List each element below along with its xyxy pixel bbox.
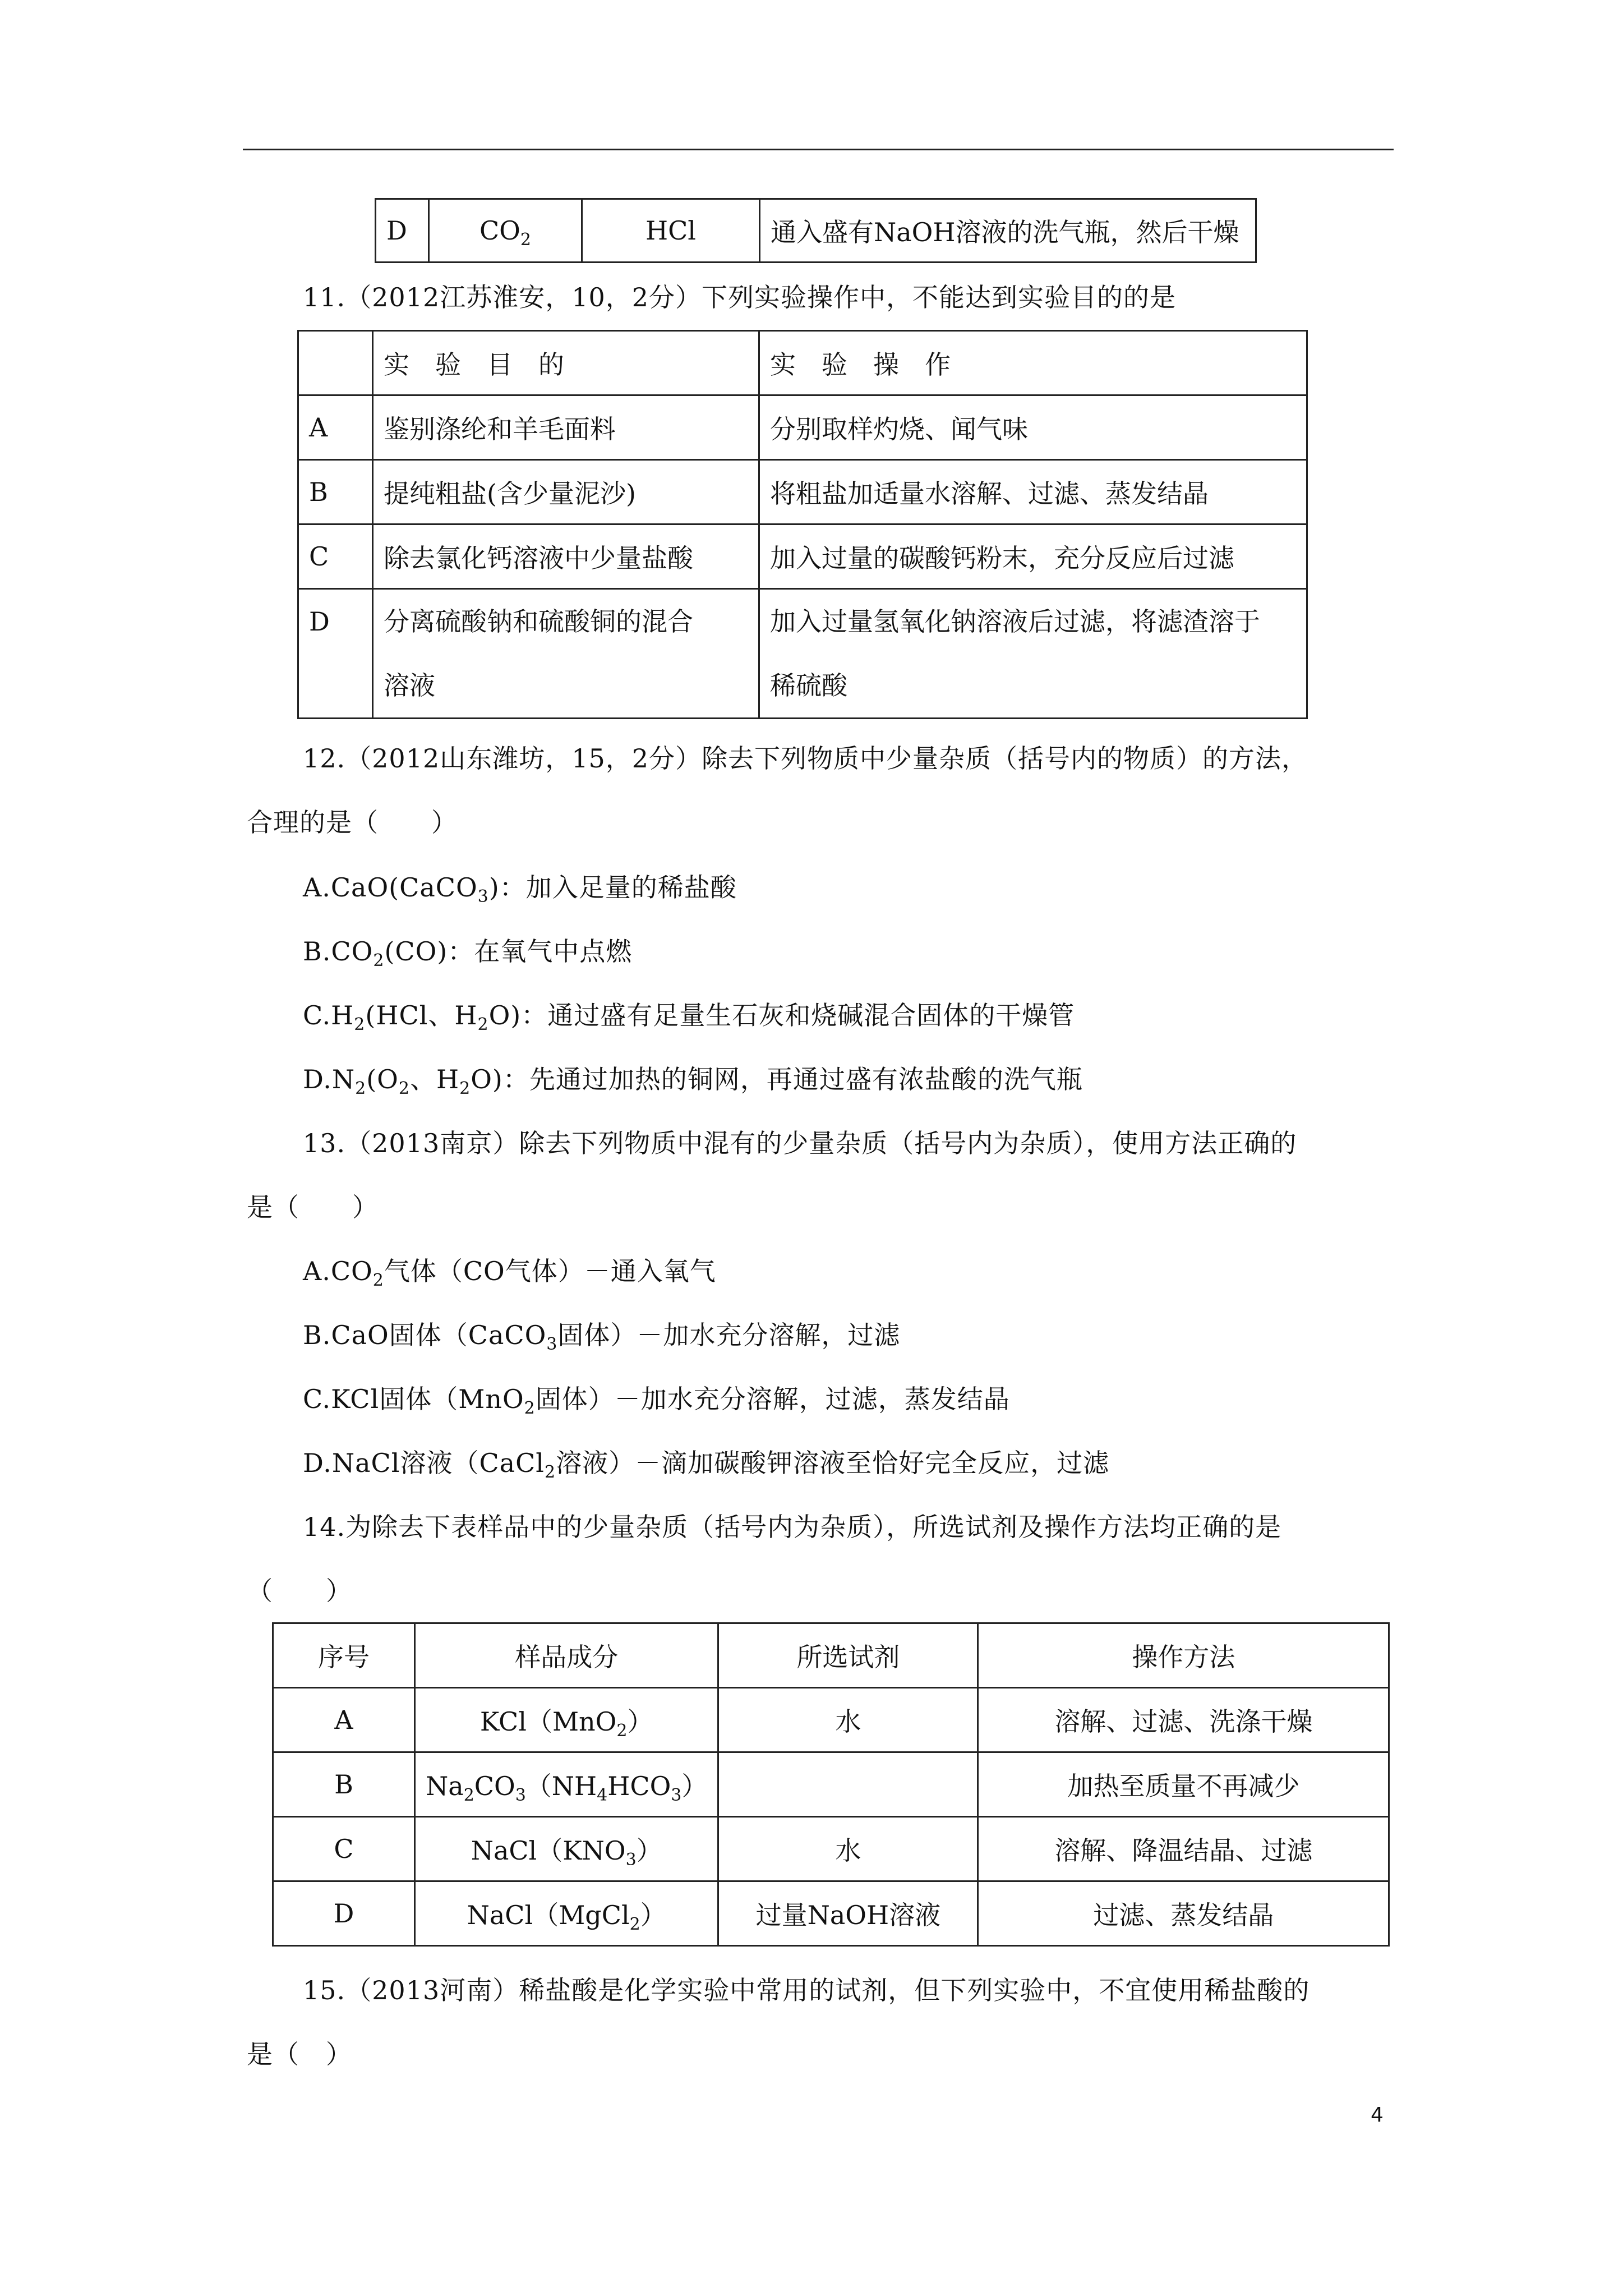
table-row xyxy=(298,395,1307,460)
table-cell: D xyxy=(376,199,429,263)
table-cell: B xyxy=(273,1752,415,1817)
table-cell: 加入过量的碳酸钙粉末，充分反应后过滤 xyxy=(759,524,1307,589)
table-header-cell: 样品成分 xyxy=(415,1623,718,1688)
question-13-stem-cont: 是（ ） xyxy=(247,1192,379,1222)
table-cell: 过量NaOH溶液 xyxy=(718,1881,978,1946)
table-cell: C xyxy=(273,1817,415,1881)
table-cell xyxy=(718,1752,978,1817)
question-12-stem: 12.（2012山东潍坊，15，2分）除去下列物质中少量杂质（括号内的物质）的方法， xyxy=(303,743,1308,774)
header-rule xyxy=(243,149,1394,150)
question-12-option-b: $B.CO_2(CO)$：在氧气中点燃 xyxy=(303,936,633,970)
table-cell: $NaCl(KNO_3)$ xyxy=(415,1817,718,1881)
table-row xyxy=(273,1688,1389,1752)
question-11-stem: 11.（2012江苏淮安，10，2分）下列实验操作中，不能达到实验目的的是 xyxy=(303,282,1177,312)
table-cell: 加热至质量不再减少 xyxy=(978,1752,1389,1817)
table-cell: 分别取样灼烧、闻气味 xyxy=(759,395,1307,460)
table-cell: 加入过量氢氧化钠溶液后过滤，将滤渣溶于 稀硫酸 xyxy=(759,589,1307,719)
table-cell: NaCl（MgCl$_2$） xyxy=(415,1881,718,1946)
table-cell: 过滤、蒸发结晶 xyxy=(978,1881,1389,1946)
table-cell: 溶解、过滤、洗涤干燥 xyxy=(978,1688,1389,1752)
table-header-cell: 序号 xyxy=(273,1623,415,1688)
table-cell: 水 xyxy=(718,1817,978,1881)
table-row xyxy=(273,1881,1389,1946)
table-row xyxy=(298,524,1307,589)
table-cell: D xyxy=(298,589,373,719)
question-13-stem: 13.（2013南京）除去下列物质中混有的少量杂质（括号内为杂质），使用方法正确的 xyxy=(303,1128,1297,1158)
table-cell: 水 xyxy=(718,1688,978,1752)
table-cell: $CO_2$ xyxy=(429,199,582,263)
table-row xyxy=(273,1817,1389,1881)
question-13-option-b: B.CaO固体（CaCO$_3$固体）－加水充分溶解，过滤 xyxy=(303,1320,901,1354)
table-row xyxy=(376,199,1256,263)
table-row xyxy=(298,589,1307,719)
q11-table xyxy=(297,330,1308,719)
table-header-cell: 操作方法 xyxy=(978,1623,1389,1688)
question-14-stem-cont: （ ） xyxy=(247,1576,352,1606)
page-number: 4 xyxy=(1371,2104,1384,2127)
table-row xyxy=(298,460,1307,524)
table-header-cell xyxy=(298,331,373,395)
table-cell: 除去氯化钙溶液中少量盐酸 xyxy=(373,524,759,589)
table-cell: KCl（MnO$_2$） xyxy=(415,1688,718,1752)
table-cell: C xyxy=(298,524,373,589)
table-row xyxy=(298,331,1307,395)
table-header-cell: 所选试剂 xyxy=(718,1623,978,1688)
table-cell: HCl xyxy=(582,199,760,263)
table-cell: 通入盛有NaOH溶液的洗气瓶，然后干燥 xyxy=(760,199,1256,263)
question-15-stem-cont: 是（ ） xyxy=(247,2039,352,2069)
table-cell: A xyxy=(298,395,373,460)
question-13-option-c: C.KCl固体（MnO$_2$固体）－加水充分溶解，过滤，蒸发结晶 xyxy=(303,1384,1010,1418)
table-row xyxy=(273,1623,1389,1688)
carryover-table xyxy=(375,198,1257,263)
table-cell: 将粗盐加适量水溶解、过滤、蒸发结晶 xyxy=(759,460,1307,524)
table-cell: A xyxy=(273,1688,415,1752)
question-14-stem: 14.为除去下表样品中的少量杂质（括号内为杂质），所选试剂及操作方法均正确的是 xyxy=(303,1512,1282,1542)
table-cell: B xyxy=(298,460,373,524)
q14-table xyxy=(272,1622,1390,1947)
question-12-option-d: $D.N_2(O_2$、$H_2O$)：先通过加热的铜网，再通过盛有浓盐酸的洗气瓶 xyxy=(303,1064,1083,1098)
table-header-cell: 实 验 目 的 xyxy=(373,331,759,395)
table-cell: D xyxy=(273,1881,415,1946)
table-cell: 提纯粗盐(含少量泥沙) xyxy=(373,460,759,524)
question-13-option-a: $A.CO_2$气体（CO气体）－通入氧气 xyxy=(303,1256,716,1290)
question-15-stem: 15.（2013河南）稀盐酸是化学实验中常用的试剂，但下列实验中，不宜使用稀盐酸的 xyxy=(303,1975,1310,2005)
table-row xyxy=(273,1752,1389,1817)
question-13-option-d: D.NaCl溶液（CaCl$_2$溶液）－滴加碳酸钾溶液至恰好完全反应，过滤 xyxy=(303,1448,1110,1482)
table-cell: 溶解、降温结晶、过滤 xyxy=(978,1817,1389,1881)
table-cell: 分离硫酸钠和硫酸铜的混合 溶液 xyxy=(373,589,759,719)
question-12-option-a: A.CaO(CaCO$_3$)：加入足量的稀盐酸 xyxy=(303,872,737,907)
question-12-option-c: $C.H_2(HCl$、$H_2O$)：通过盛有足量生石灰和烧碱混合固体的干燥管 xyxy=(303,1000,1075,1034)
table-cell: 鉴别涤纶和羊毛面料 xyxy=(373,395,759,460)
table-cell: $Na_2CO_3(NH_4HCO_3)$ xyxy=(415,1752,718,1817)
table-header-cell: 实 验 操 作 xyxy=(759,331,1307,395)
question-12-stem-cont: 合理的是（ ） xyxy=(247,807,458,838)
